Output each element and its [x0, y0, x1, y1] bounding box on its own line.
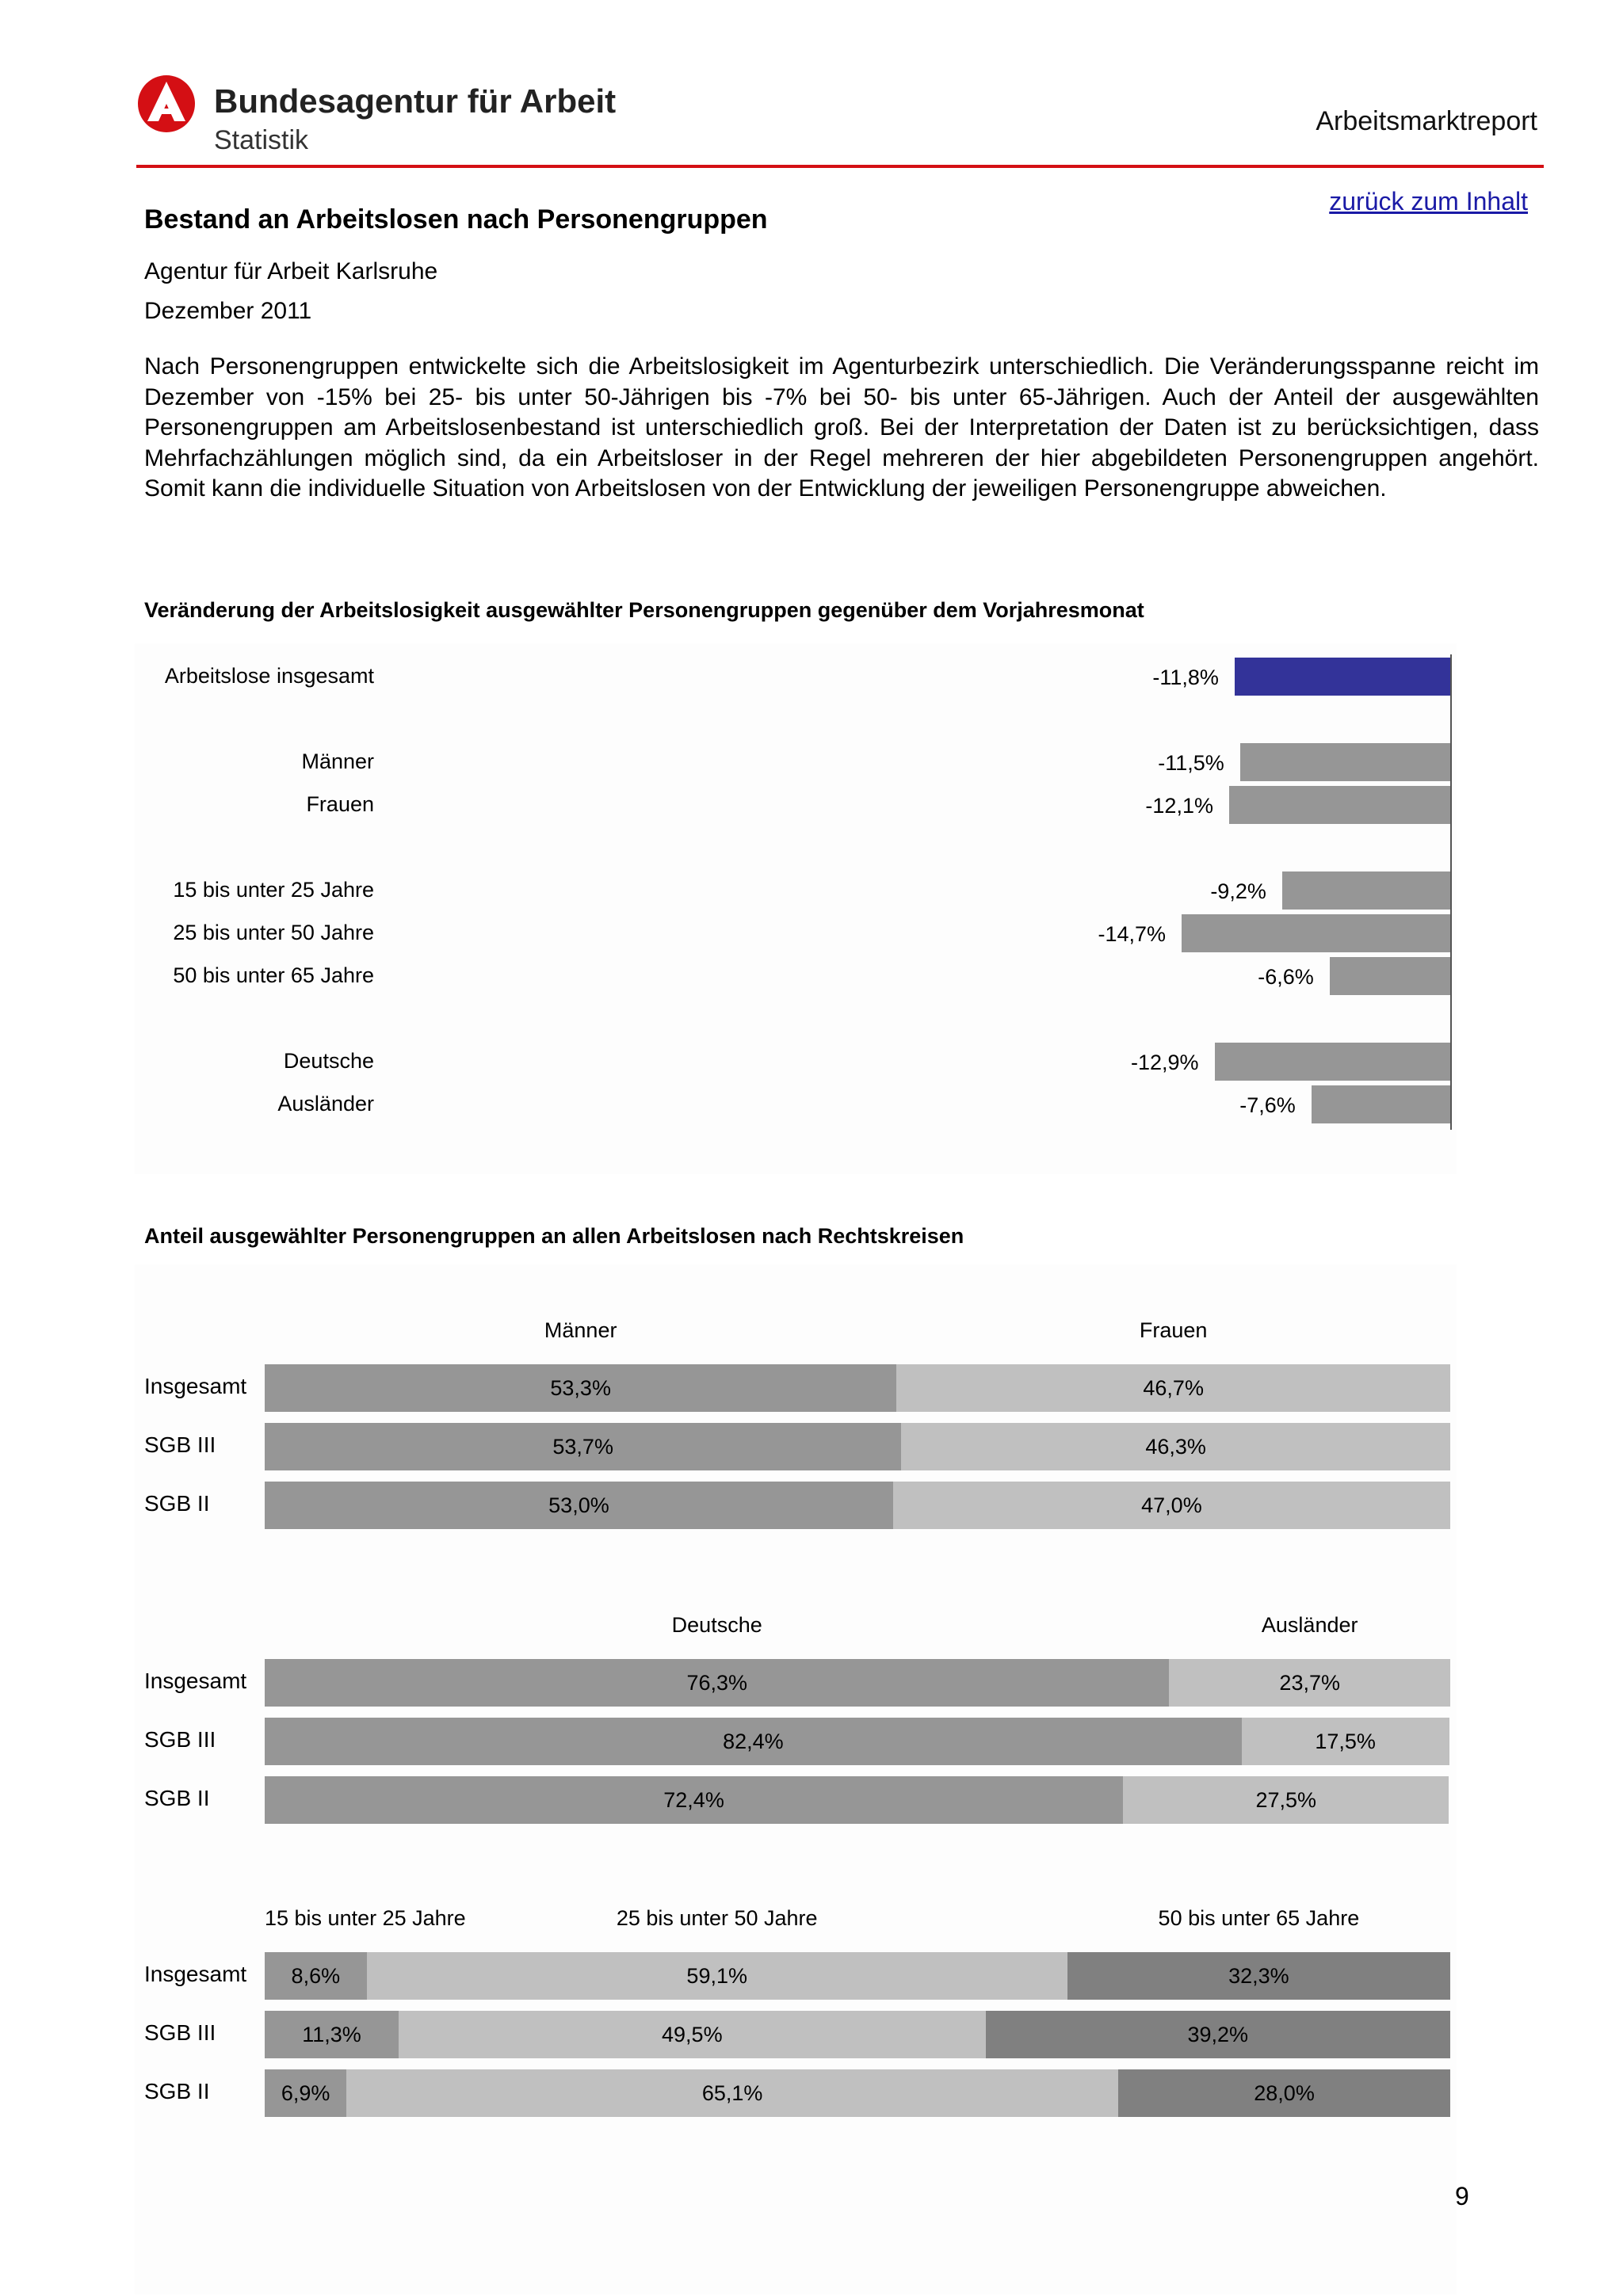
chart2-segment: 23,7%	[1169, 1659, 1450, 1707]
chart1-value-label: -11,5%	[1158, 751, 1224, 775]
chart2-row-label: Insgesamt	[144, 1669, 247, 1693]
chart1-bar	[1240, 743, 1450, 781]
chart2-segment: 46,7%	[896, 1364, 1450, 1412]
page-number: 9	[1455, 2182, 1469, 2210]
chart1-bar	[1229, 786, 1450, 824]
chart1-category-label: Frauen	[306, 792, 374, 816]
chart2-row-label: SGB III	[144, 1432, 216, 1457]
chart2-segment: 82,4%	[265, 1718, 1242, 1765]
chart1-title: Veränderung der Arbeitslosigkeit ausgewählter Personengruppen gegenüber dem Vorjahresmonat	[144, 598, 1144, 622]
chart1-value-label: -14,7%	[1098, 922, 1167, 946]
chart2-segment: 53,7%	[265, 1423, 901, 1470]
chart2-segment: 47,0%	[893, 1482, 1450, 1529]
chart2-row-label: SGB III	[144, 1727, 216, 1752]
chart1-value-label: -7,6%	[1239, 1093, 1296, 1117]
chart2-series-label: Männer	[544, 1318, 617, 1342]
chart2-title: Anteil ausgewählter Personengruppen an allen Arbeitslosen nach Rechtskreisen	[144, 1224, 964, 1248]
chart1-bar	[1282, 871, 1450, 910]
chart1-bar	[1215, 1043, 1450, 1081]
chart2-series-label: 50 bis unter 65 Jahre	[1158, 1906, 1360, 1930]
intro-paragraph: Nach Personengruppen entwickelte sich die Arbeitslosigkeit im Agenturbezirk unterschiedlich. Die Veränderungsspanne reicht im Dezember von -15% bei 25- bis unter 50-Jährigen bis -7% bei 50- bis unter 65-Jährigen. Auch der Anteil der ausgewählten Personengruppen am Arbeitslosenbestand ist unterschiedlich groß. Bei der Interpretation der Daten ist zu berücksichtigen, dass Mehrfachzählungen möglich sind, da ein Arbeitsloser in der Regel mehreren der hier abgebildeten Personengruppen angehört. Somit kann die individuelle Situation von Arbeitslosen von der Entwicklung der jeweiligen Personengruppe abweichen.	[144, 353, 1539, 502]
chart1-value-label: -11,8%	[1152, 666, 1219, 689]
chart1-bar	[1312, 1085, 1450, 1123]
chart2-row-label: SGB III	[144, 2020, 216, 2045]
back-to-contents-link[interactable]: zurück zum Inhalt	[1329, 187, 1528, 215]
chart2-segment: 11,3%	[265, 2011, 399, 2058]
chart1-value-label: -6,6%	[1258, 965, 1314, 989]
chart2-segment: 59,1%	[367, 1952, 1067, 2000]
chart2-segment: 17,5%	[1242, 1718, 1449, 1765]
chart1-bar	[1182, 914, 1450, 952]
chart2-series-label: Frauen	[1139, 1318, 1208, 1342]
chart2-series-label: 25 bis unter 50 Jahre	[616, 1906, 818, 1930]
chart1-value-label: -12,1%	[1145, 794, 1213, 818]
chart2-segment: 32,3%	[1067, 1952, 1450, 2000]
chart1-bar	[1330, 957, 1450, 995]
org-subtitle: Statistik	[214, 125, 309, 155]
report-period: Dezember 2011	[144, 298, 312, 324]
chart2-series-label: Deutsche	[671, 1613, 762, 1637]
chart2-segment: 53,0%	[265, 1482, 893, 1529]
chart2-segment: 28,0%	[1118, 2069, 1450, 2117]
chart2-segment: 53,3%	[265, 1364, 896, 1412]
chart2-segment: 8,6%	[265, 1952, 367, 2000]
chart1-axis	[1450, 654, 1452, 1130]
chart2-row-label: SGB II	[144, 1491, 210, 1516]
header-divider	[136, 165, 1544, 168]
page-title: Bestand an Arbeitslosen nach Personengruppen	[144, 204, 768, 235]
chart1-value-label: -9,2%	[1210, 879, 1266, 903]
org-name: Bundesagentur für Arbeit	[214, 82, 617, 120]
chart2-segment: 72,4%	[265, 1776, 1123, 1824]
report-label: Arbeitsmarktreport	[1316, 106, 1537, 136]
chart2-series-label: Ausländer	[1261, 1613, 1358, 1637]
chart1-category-label: Ausländer	[277, 1092, 374, 1116]
chart2-segment: 76,3%	[265, 1659, 1169, 1707]
chart1-category-label: Deutsche	[283, 1049, 374, 1073]
chart1-value-label: -12,9%	[1130, 1051, 1199, 1074]
chart1-bar	[1235, 658, 1450, 696]
chart2-segment: 65,1%	[346, 2069, 1118, 2117]
chart1-category-label: Männer	[301, 749, 374, 773]
chart2-row-label: SGB II	[144, 1786, 210, 1810]
chart2-row-label: Insgesamt	[144, 1962, 247, 1986]
chart1-category-label: Arbeitslose insgesamt	[164, 664, 374, 688]
logo-icon	[136, 74, 197, 134]
chart2-series-label: 15 bis unter 25 Jahre	[265, 1906, 466, 1930]
agency-name: Agentur für Arbeit Karlsruhe	[144, 258, 438, 284]
chart2-segment: 27,5%	[1123, 1776, 1449, 1824]
chart2-segment: 39,2%	[986, 2011, 1450, 2058]
chart2-segment: 46,3%	[901, 1423, 1450, 1470]
chart1-category-label: 15 bis unter 25 Jahre	[173, 878, 374, 902]
chart1-category-label: 25 bis unter 50 Jahre	[173, 921, 374, 944]
chart2-row-label: Insgesamt	[144, 1374, 247, 1398]
chart2-segment: 49,5%	[399, 2011, 986, 2058]
chart2-row-label: SGB II	[144, 2079, 210, 2103]
chart1-category-label: 50 bis unter 65 Jahre	[173, 963, 374, 987]
chart2-segment: 6,9%	[265, 2069, 346, 2117]
